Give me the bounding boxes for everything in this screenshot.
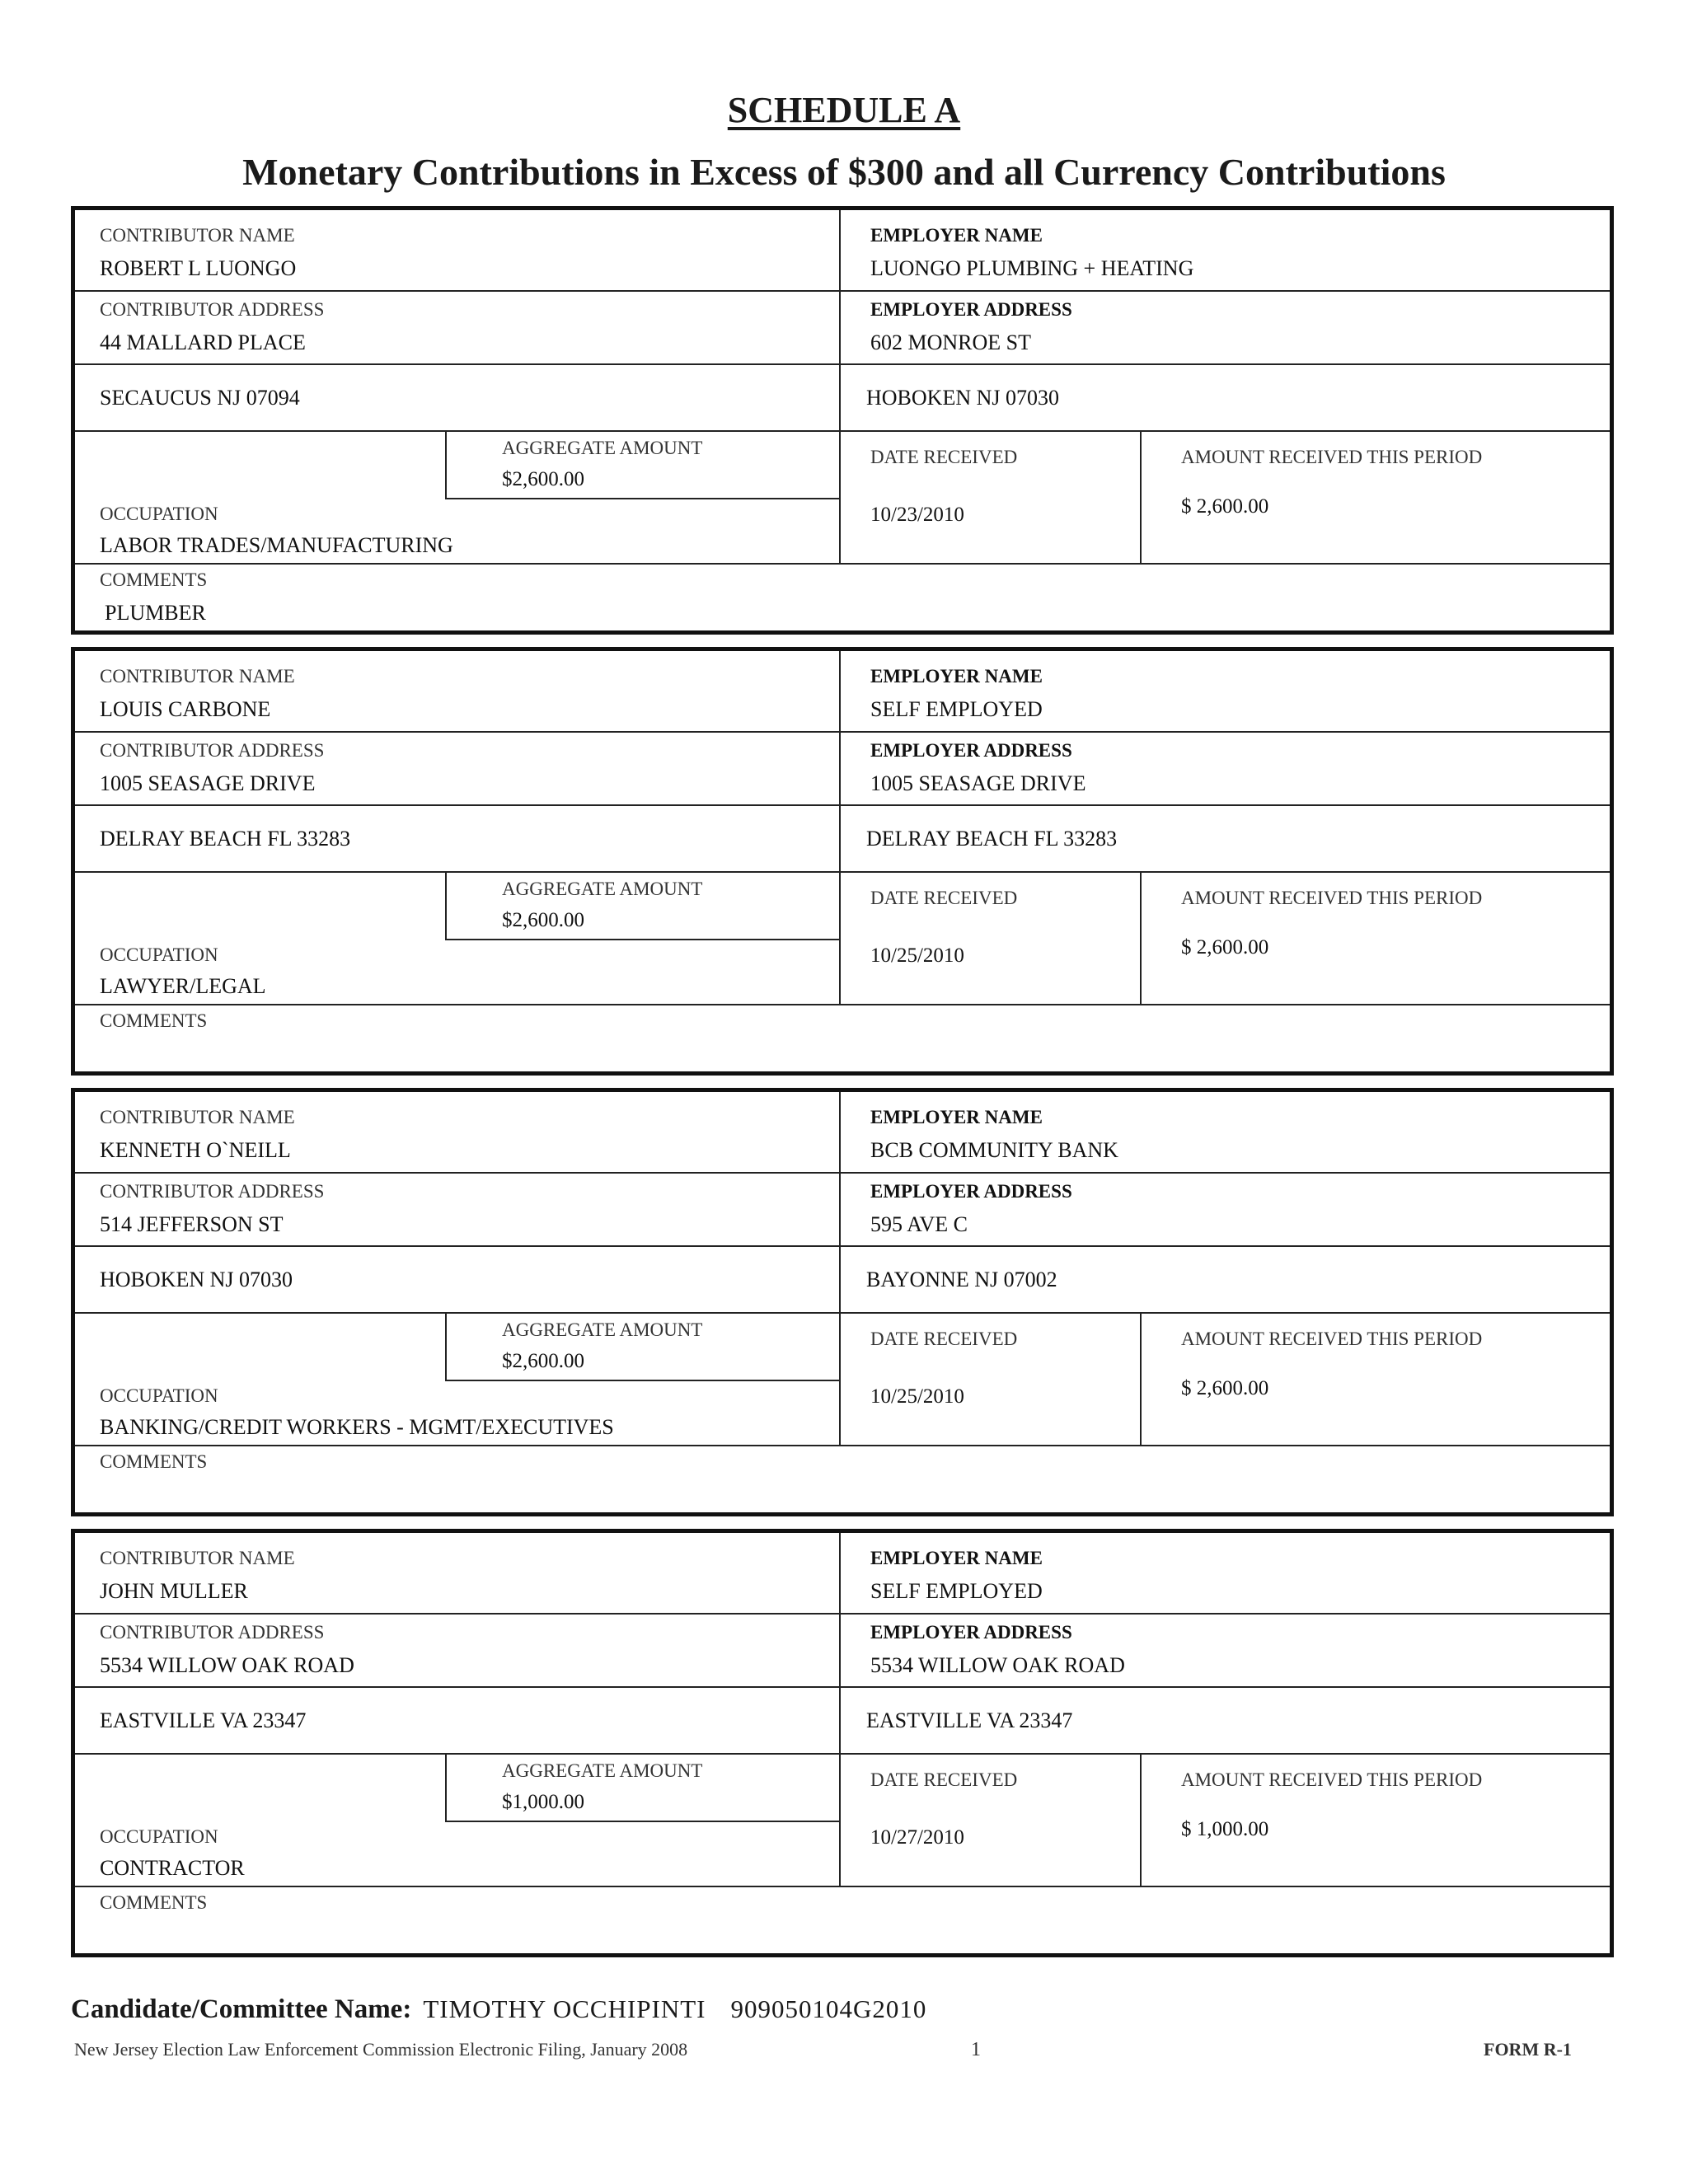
- amount-received: $ 2,600.00: [1181, 1377, 1269, 1399]
- employer-address-line2: HOBOKEN NJ 07030: [866, 386, 1059, 410]
- aggregate-amount-label: AGGREGATE AMOUNT: [502, 879, 703, 899]
- employer-name: SELF EMPLOYED: [870, 697, 1043, 721]
- contributor-address-line2: SECAUCUS NJ 07094: [100, 386, 300, 410]
- contributor-address-label: CONTRIBUTOR ADDRESS: [100, 299, 325, 320]
- contributor-address-line2: HOBOKEN NJ 07030: [100, 1268, 293, 1291]
- employer-address-line2: DELRAY BEACH FL 33283: [866, 827, 1118, 851]
- contribution-record: [71, 206, 1614, 635]
- aggregate-amount-label: AGGREGATE AMOUNT: [502, 438, 703, 458]
- aggregate-amount: $1,000.00: [502, 1791, 584, 1813]
- contribution-record: [71, 1088, 1614, 1516]
- occupation-label: OCCUPATION: [100, 504, 218, 524]
- employer-address-line1: 602 MONROE ST: [870, 330, 1032, 354]
- comments: PLUMBER: [105, 601, 206, 625]
- contributor-name: KENNETH O`NEILL: [100, 1138, 291, 1162]
- aggregate-amount: $2,600.00: [502, 909, 584, 931]
- contributor-name: LOUIS CARBONE: [100, 697, 271, 721]
- aggregate-amount-label: AGGREGATE AMOUNT: [502, 1760, 703, 1781]
- employer-address-line2: BAYONNE NJ 07002: [866, 1268, 1057, 1291]
- employer-name: LUONGO PLUMBING + HEATING: [870, 256, 1194, 280]
- contributor-name: JOHN MULLER: [100, 1579, 248, 1603]
- amount-received: $ 2,600.00: [1181, 495, 1269, 518]
- occupation: BANKING/CREDIT WORKERS - MGMT/EXECUTIVES: [100, 1415, 614, 1439]
- date-received-label: DATE RECEIVED: [870, 1769, 1018, 1790]
- contributor-address-line1: 514 JEFFERSON ST: [100, 1212, 284, 1236]
- filing-id: 909050104G2010: [730, 1994, 927, 2023]
- aggregate-amount: $2,600.00: [502, 468, 584, 490]
- amount-received-label: AMOUNT RECEIVED THIS PERIOD: [1181, 1329, 1483, 1349]
- comments-label: COMMENTS: [100, 1010, 208, 1031]
- page-number: 1: [971, 2039, 981, 2060]
- aggregate-amount-label: AGGREGATE AMOUNT: [502, 1319, 703, 1340]
- amount-received-label: AMOUNT RECEIVED THIS PERIOD: [1181, 1769, 1483, 1790]
- occupation: CONTRACTOR: [100, 1856, 245, 1880]
- contributor-name-label: CONTRIBUTOR NAME: [100, 1107, 295, 1127]
- date-received-label: DATE RECEIVED: [870, 1329, 1018, 1349]
- contributor-address-line1: 5534 WILLOW OAK ROAD: [100, 1653, 354, 1677]
- contributor-name-label: CONTRIBUTOR NAME: [100, 666, 295, 687]
- contributor-address-label: CONTRIBUTOR ADDRESS: [100, 1622, 325, 1643]
- employer-address-line1: 595 AVE C: [870, 1212, 968, 1236]
- comments-label: COMMENTS: [100, 569, 208, 590]
- contribution-record: [71, 1529, 1614, 1957]
- occupation: LABOR TRADES/MANUFACTURING: [100, 533, 453, 557]
- occupation-label: OCCUPATION: [100, 1826, 218, 1847]
- employer-address-label: EMPLOYER ADDRESS: [870, 1181, 1072, 1202]
- candidate-label: Candidate/Committee Name:: [71, 1994, 412, 2024]
- comments-label: COMMENTS: [100, 1451, 208, 1472]
- employer-name-label: EMPLOYER NAME: [870, 1548, 1043, 1568]
- employer-address-label: EMPLOYER ADDRESS: [870, 1622, 1072, 1643]
- form-id: FORM R-1: [1484, 2039, 1572, 2060]
- employer-address-line2: EASTVILLE VA 23347: [866, 1708, 1073, 1732]
- date-received: 10/23/2010: [870, 504, 964, 526]
- date-received: 10/27/2010: [870, 1826, 964, 1849]
- occupation-label: OCCUPATION: [100, 944, 218, 965]
- contributor-name-label: CONTRIBUTOR NAME: [100, 1548, 295, 1568]
- amount-received-label: AMOUNT RECEIVED THIS PERIOD: [1181, 447, 1483, 467]
- date-received-label: DATE RECEIVED: [870, 447, 1018, 467]
- amount-received-label: AMOUNT RECEIVED THIS PERIOD: [1181, 888, 1483, 908]
- amount-received: $ 1,000.00: [1181, 1818, 1269, 1840]
- employer-name: SELF EMPLOYED: [870, 1579, 1043, 1603]
- page-subtitle: Monetary Contributions in Excess of $300 and all Currency Contributions: [242, 151, 1446, 193]
- aggregate-amount: $2,600.00: [502, 1350, 584, 1372]
- date-received: 10/25/2010: [870, 1385, 964, 1408]
- contributor-address-line2: EASTVILLE VA 23347: [100, 1708, 307, 1732]
- employer-address-label: EMPLOYER ADDRESS: [870, 299, 1072, 320]
- employer-name-label: EMPLOYER NAME: [870, 666, 1043, 687]
- employer-name-label: EMPLOYER NAME: [870, 225, 1043, 246]
- comments-label: COMMENTS: [100, 1892, 208, 1913]
- contributor-name: ROBERT L LUONGO: [100, 256, 297, 280]
- candidate-committee: [71, 1994, 926, 2025]
- date-received-label: DATE RECEIVED: [870, 888, 1018, 908]
- employer-name-label: EMPLOYER NAME: [870, 1107, 1043, 1127]
- commission-note: New Jersey Election Law Enforcement Commission Electronic Filing, January 2008: [74, 2039, 688, 2060]
- contributor-address-line2: DELRAY BEACH FL 33283: [100, 827, 351, 851]
- contributor-address-line1: 44 MALLARD PLACE: [100, 330, 306, 354]
- contributor-name-label: CONTRIBUTOR NAME: [100, 225, 295, 246]
- employer-address-line1: 1005 SEASAGE DRIVE: [870, 771, 1086, 795]
- amount-received: $ 2,600.00: [1181, 936, 1269, 958]
- contributor-address-line1: 1005 SEASAGE DRIVE: [100, 771, 316, 795]
- employer-address-line1: 5534 WILLOW OAK ROAD: [870, 1653, 1125, 1677]
- contributor-address-label: CONTRIBUTOR ADDRESS: [100, 1181, 325, 1202]
- contributor-address-label: CONTRIBUTOR ADDRESS: [100, 740, 325, 761]
- contribution-record: [71, 647, 1614, 1076]
- date-received: 10/25/2010: [870, 944, 964, 967]
- employer-address-label: EMPLOYER ADDRESS: [870, 740, 1072, 761]
- candidate-name: TIMOTHY OCCHIPINTI: [423, 1994, 706, 2023]
- employer-name: BCB COMMUNITY BANK: [870, 1138, 1118, 1162]
- occupation-label: OCCUPATION: [100, 1385, 218, 1406]
- occupation: LAWYER/LEGAL: [100, 974, 266, 998]
- page-title: SCHEDULE A: [727, 90, 961, 130]
